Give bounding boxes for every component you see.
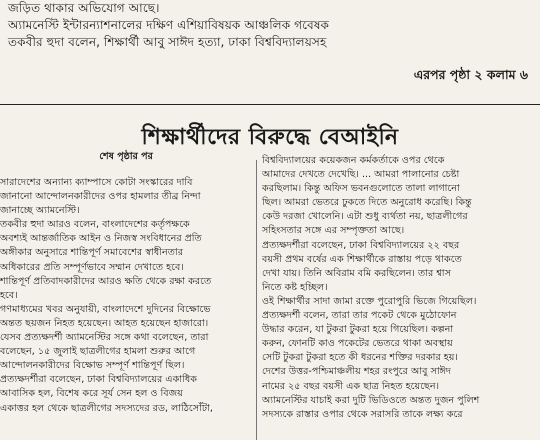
column-line: ওই শিক্ষার্থীর সাদা জামা রক্তে পুরোপুরি ভিজে গিয়েছিল। — [262, 295, 477, 307]
column-line: যেসব প্রত্যক্ষদর্শী অ্যামনেস্টির সঙ্গে কথা বলেছেন, তারা — [0, 332, 209, 344]
top-story-line: তকবীর হুদা বলেন, শিক্ষার্থী আবু সাঈদ হত্যা, ঢাকা বিশ্ববিদ্যালয়সহ — [8, 35, 327, 49]
column-line: বিশ্ববিদ্যালয়ের কয়েকজন কর্মকর্তাকে ওপর থেকে — [262, 155, 445, 166]
column-line: আন্দোলনকারীদের বিক্ষোভ সম্পূর্ণ শান্তিপূর্ণ ছিল। — [0, 360, 185, 372]
column-line: বলেছেন, ১৫ জুলাই ছাত্রলীগের হামলা শুরুর আগে — [0, 346, 196, 358]
column-line: আবাসিক হল, বিশেষ করে সূর্য সেন হল ও বিজয় — [0, 388, 183, 400]
top-story — [8, 0, 534, 51]
column-line: প্রত্যক্ষদর্শীরা বলেছেন, ঢাকা বিশ্ববিদ্যালয়ের একাধিক — [0, 374, 197, 386]
column-line: অ্যামনেস্টির যাচাই করা দুটি ভিডিওতে অন্তত দুজন পুলিশ — [262, 394, 480, 406]
column-line: নামের ২৫ বছর বয়সী এক ছাত্র নিহত হয়েছেন। — [262, 380, 440, 392]
column-line: জানাচ্ছে অ্যামনেস্টি। — [0, 205, 80, 217]
column-line: অঙ্গীকার অনুসারে শান্তিপূর্ণ সমাবেশের স্বাধীনতার — [0, 247, 183, 259]
column-line: ছিল। আমরা ভেতরে ঢুকতে দিতে অনুরোধ করেছি। কিন্তু — [262, 197, 472, 209]
divider-rule — [0, 104, 540, 105]
column-line: জানানো আন্দোলনকারীদের ওপর হামলার তীব্র নিন্দা — [0, 191, 201, 203]
article-column-1 — [0, 150, 252, 416]
jump-line: এরপর পৃষ্ঠা ২ কলাম ৬ — [413, 67, 528, 82]
column-line: দেখা যায়। তিনি অবিরাম বমি করছিলেন। তার শ্বাস — [262, 267, 451, 279]
article-headline: শিক্ষার্থীদের বিরুদ্ধে বেআইনি — [141, 125, 399, 150]
column-line: অন্তত ছয়জন নিহত হয়েছেন। আহত হয়েছেন হাজারো। — [0, 317, 209, 329]
column-line: তকবীর হুদা আরও বলেন, বাংলাদেশের কর্তৃপক্ষকে — [0, 219, 190, 231]
column-line: প্রত্যক্ষদর্শীরা বলেছেন, ঢাকা বিশ্ববিদ্যালয়ের ২২ বছর — [262, 239, 460, 251]
column-line: বয়সী প্রথম বর্ষের এক শিক্ষার্থীকে রাস্তায় পড়ে থাকতে — [262, 253, 462, 265]
top-story-line: জড়িত থাকার অভিযোগ আছে। — [8, 1, 160, 15]
column-line: অধিকারের প্রতি সম্পূর্ণভাবে সম্মান দেখাতে হবে। — [0, 261, 184, 273]
column-divider — [256, 160, 257, 440]
column-line: কেউ দরজা খোলেনি। এটা শুধু ব্যর্থতা নয়, ছাত্রলীগের — [262, 211, 468, 223]
column-line: আমাদের দেখতে দেখেছি। ... আমরা পালানোর চেষ্টা — [262, 169, 460, 181]
top-story-line: অ্যামনেস্টি ইন্টারন্যাশনালের দক্ষিণ এশিয়াবিষয়ক আঞ্চলিক গবেষক — [8, 18, 330, 32]
column-line: দেশের উত্তর-পশ্চিমাঞ্চলীয় শহর রংপুরে আবু সাঈদ — [262, 366, 451, 378]
column-line: গণমাধ্যমের খবর অনুযায়ী, বাংলাদেশে দুদিনের বিক্ষোভে — [0, 303, 211, 315]
column-line: করুন, ফোনটি কাও পকেটের ভেতরে থাকা অবস্থায় — [262, 338, 453, 350]
column-line: সহিংসতার সঙ্গে এর সম্পৃক্ততা আছে। — [262, 225, 405, 237]
article-column-2 — [262, 154, 540, 422]
continued-label: শেষ পৃষ্ঠার পর — [99, 151, 153, 162]
column-line: সারাদেশের অন্যান্য ক্যাম্পাসে কোটা সংস্কারের দাবি — [0, 177, 193, 188]
column-line: প্রত্যক্ষদর্শী বলেন, তারা তার পকেট থেকে মুঠোফোন — [262, 310, 457, 322]
column-line: সদস্যকে রাস্তার ওপার থেকে সরাসরি তাকে লক্ষ্য করে — [262, 408, 463, 420]
column-line: করছিলাম। কিন্তু অফিস ভবনগুলোতে তালা লাগানো — [262, 183, 460, 195]
column-line: হবে। — [0, 289, 18, 301]
column-line: অবশ্যই আন্তর্জাতিক আইন ও নিজস্ব সংবিধানের প্রতি — [0, 233, 202, 245]
column-line: সেটি টুকরা টুকরা হতে কী ধরনের শক্তির দরকার হয়। — [262, 352, 458, 364]
column-line: উদ্ধার করেন, যা টুকরা টুকরা হয়ে গিয়েছিল। কল্পনা — [262, 324, 454, 336]
column-line: শান্তিপূর্ণ প্রতিবাদকারীদের আরও ক্ষতি থেকে রক্ষা করতে — [0, 275, 212, 287]
column-line: নিতে কষ্ট হচ্ছিল। — [262, 281, 328, 293]
column-line: একাত্তর হল থেকে ছাত্রলীগের সদস্যদের রড, লাঠিসোঁটা, — [0, 402, 213, 414]
